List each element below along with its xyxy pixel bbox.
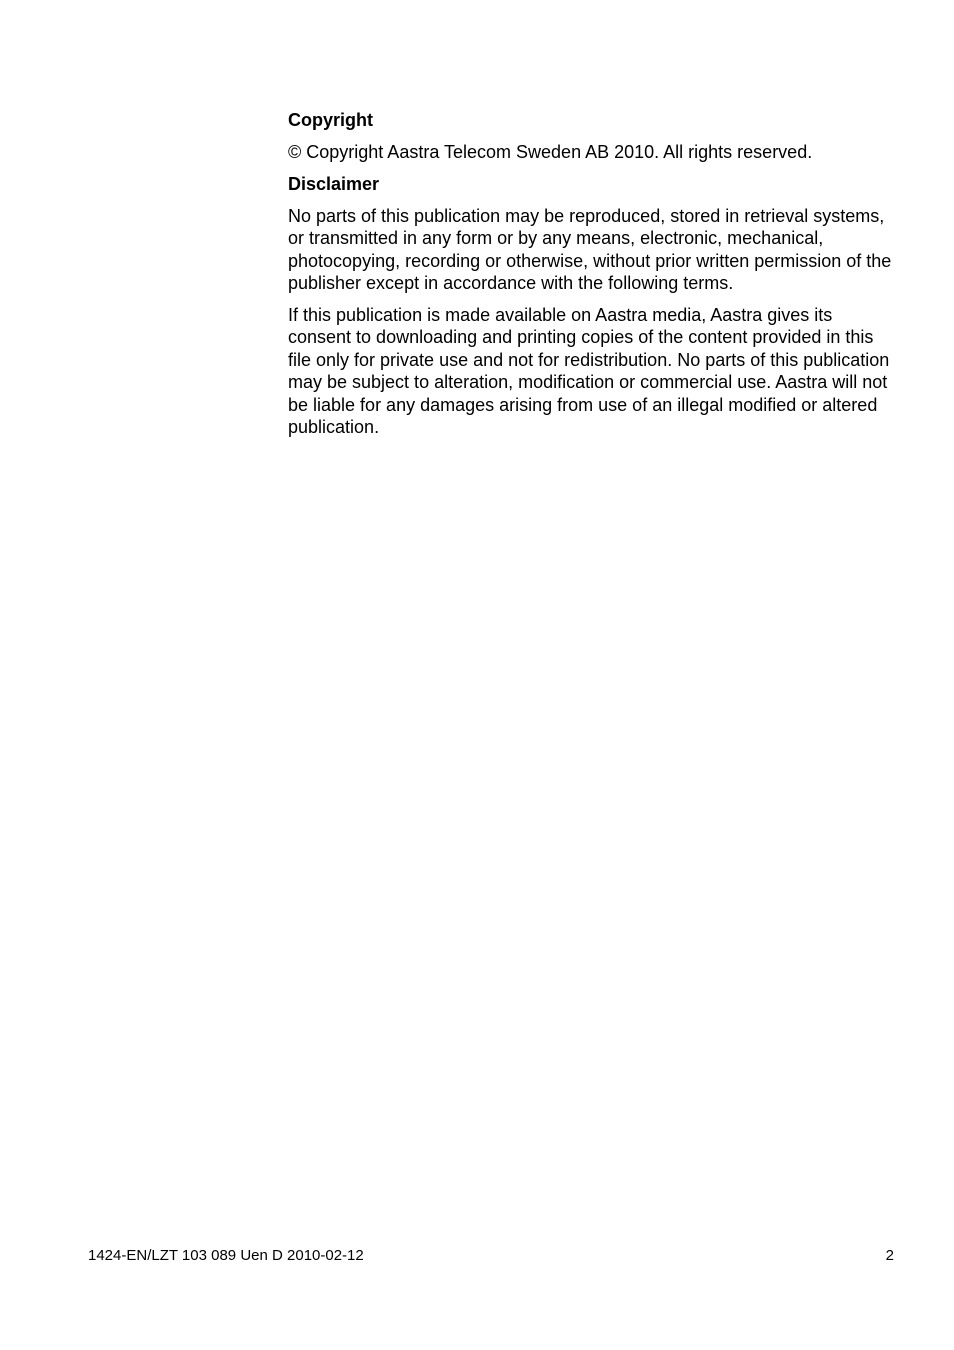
footer-page-number: 2 xyxy=(885,1247,894,1264)
disclaimer-paragraph-1: No parts of this publication may be reproduced, stored in retrieval systems, or transmitted in any form or by any means, electronic, mechanical, photocopying, recording or otherwise, without prior written permission of the publisher except in accordance with the following terms. xyxy=(288,205,892,293)
disclaimer-heading: Disclaimer xyxy=(288,173,380,194)
copyright-text: © Copyright Aastra Telecom Sweden AB 2010. All rights reserved. xyxy=(288,142,813,162)
document-body xyxy=(288,109,900,448)
footer-document-id: 1424-EN/LZT 103 089 Uen D 2010-02-12 xyxy=(88,1247,364,1264)
copyright-heading: Copyright xyxy=(288,110,373,130)
disclaimer-paragraph-2: If this publication is made available on Aastra media, Aastra gives its consent to downloading and printing copies of the content provided in this file only for private use and not for redistribution. No parts of this publication may be subject to alteration, modification or commercial use. Aastra will not be liable for any damages arising from use of an illegal modified or altered publication. xyxy=(288,304,890,437)
